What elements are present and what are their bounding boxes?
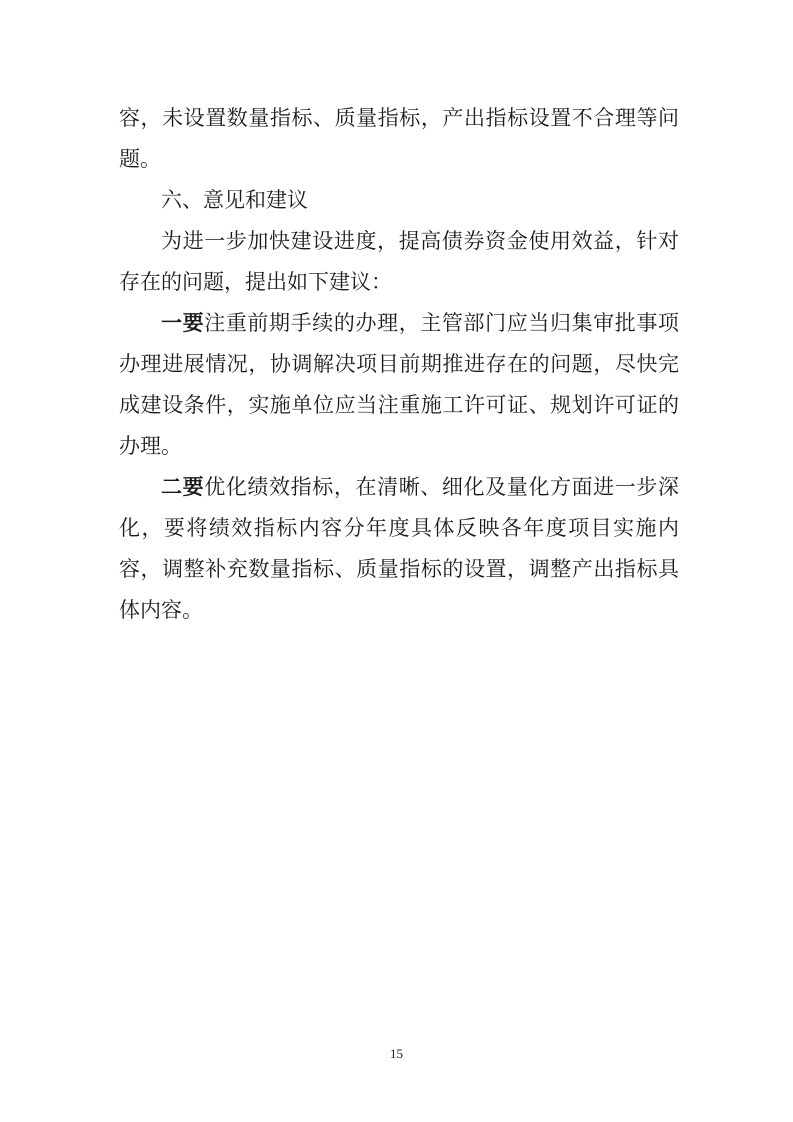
recommendation-2-text: 优化绩效指标，在清晰、细化及量化方面进一步深化，要将绩效指标内容分年度具体反映各年度项目实施内容，调整补充数量指标、质量指标的设置，调整产出指标具体内容。	[119, 475, 679, 622]
section-heading: 六、意见和建议	[161, 188, 308, 212]
body-text	[119, 98, 679, 631]
recommendation-2-lead: 二要	[161, 475, 205, 499]
intro-paragraph: 为进一步加快建设进度，提高债券资金使用效益，针对存在的问题，提出如下建议：	[119, 229, 679, 294]
recommendation-1-text: 注重前期手续的办理，主管部门应当归集审批事项办理进展情况，协调解决项目前期推进存在的问题，尽快完成建设条件，实施单位应当注重施工许可证、规划许可证的办理。	[119, 311, 679, 458]
page-number: 15	[390, 1046, 403, 1061]
paragraph-continuation: 容，未设置数量指标、质量指标，产出指标设置不合理等问题。	[119, 106, 679, 171]
recommendation-2	[119, 467, 679, 631]
recommendation-1	[119, 303, 679, 467]
recommendation-1-lead: 一要	[161, 311, 205, 335]
